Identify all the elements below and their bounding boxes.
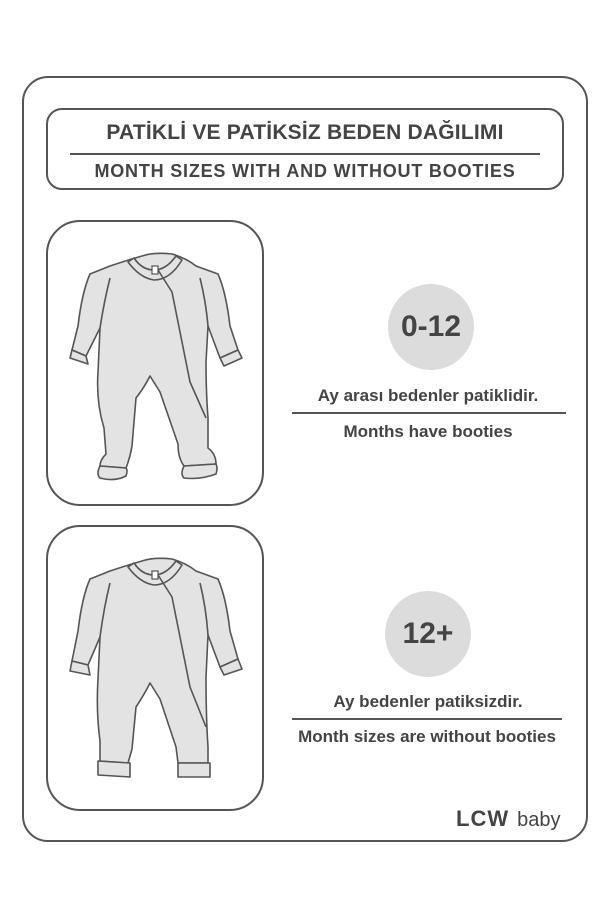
title-english: MONTH SIZES WITH AND WITHOUT BOOTIES <box>94 161 516 181</box>
title-turkish: PATİKLİ VE PATİKSİZ BEDEN DAĞILIMI <box>106 121 504 144</box>
description-english: Months have booties <box>343 422 513 441</box>
description-divider <box>292 718 562 720</box>
age-badge: 12+ <box>385 591 471 677</box>
description-english: Month sizes are without booties <box>298 727 556 746</box>
footed-romper-illustration <box>48 222 266 508</box>
brand-logo <box>456 806 560 832</box>
footless-romper-card <box>46 525 264 811</box>
description-turkish: Ay bedenler patiksizdir. <box>333 692 523 711</box>
brand-sub: baby <box>517 809 561 831</box>
footless-romper-illustration <box>48 527 266 813</box>
title-divider <box>70 153 540 155</box>
description-turkish: Ay arası bedenler patiklidir. <box>317 386 539 405</box>
brand-name: LCW <box>456 806 510 831</box>
age-badge: 0-12 <box>388 284 474 370</box>
footed-romper-card <box>46 220 264 506</box>
description-divider <box>292 412 566 414</box>
title-box <box>46 108 564 190</box>
